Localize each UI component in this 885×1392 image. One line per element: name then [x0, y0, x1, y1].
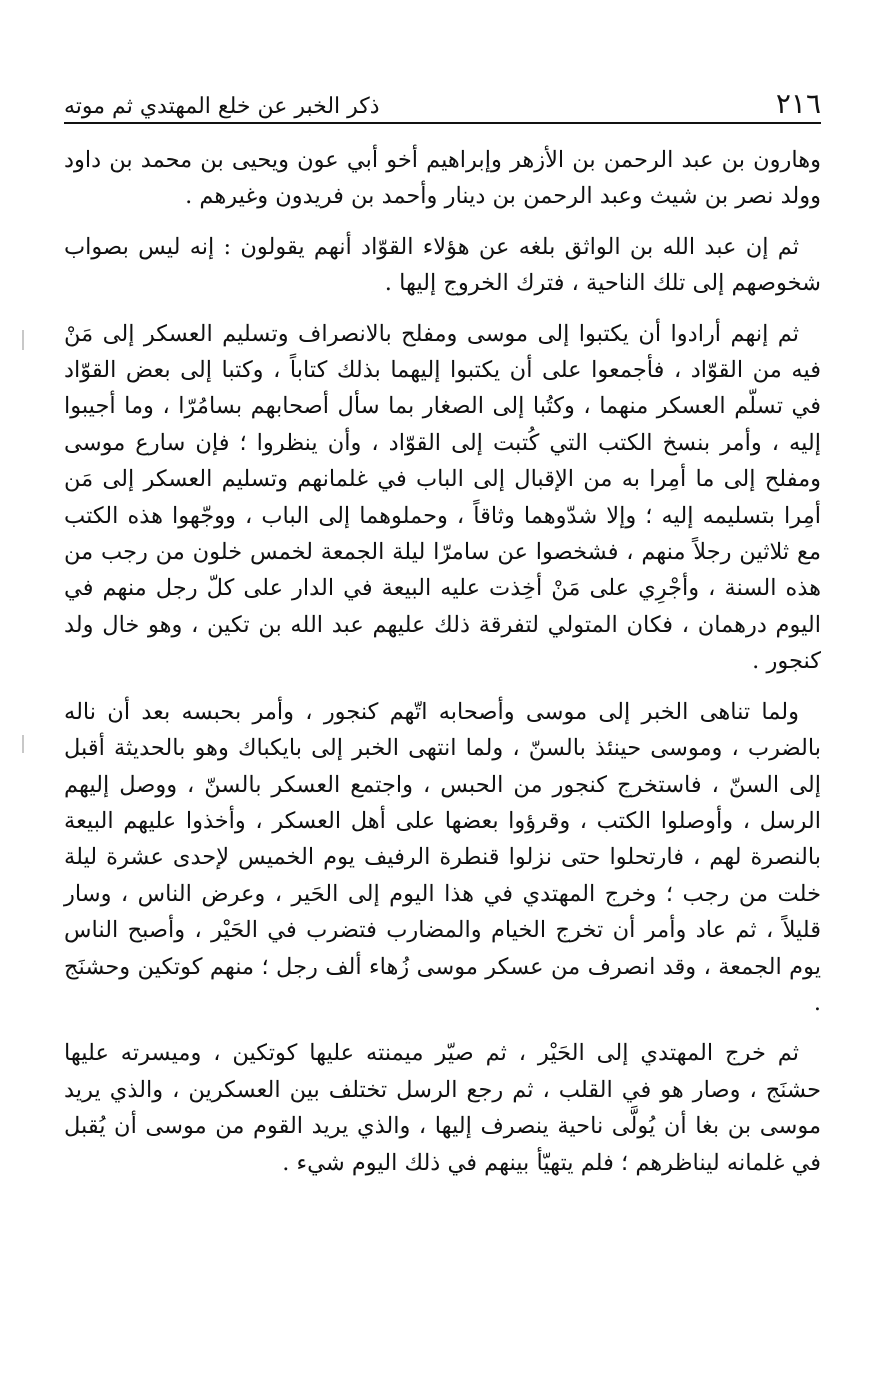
page-header — [64, 84, 821, 124]
paragraph: ولما تناهى الخبر إلى موسى وأصحابه اتّهم كنجور ، وأمر بحبسه بعد أن ناله بالضرب ، وموسى حينئذ بالسنّ ، ولما انتهى الخبر إلى بايكباك وهو بالحديثة أقبل إلى السنّ ، فاستخرج كنجور من الحبس ، واجتمع العسكر بالسنّ ، ووصل إليهم الرسل ، وأوصلوا الكتب ، وقرؤوا بعضها على أهل العسكر ، وأخذوا عليهم البيعة بالنصرة لهم ، فارتحلوا حتى نزلوا قنطرة الرفيف يوم الخميس لإحدى عشرة ليلة خلت من رجب ؛ وخرج المهتدي في هذا اليوم إلى الحَير ، وعرض الناس ، وسار قليلاً ، ثم عاد وأمر أن تخرج الخيام والمضارب فتضرب في الحَيْر ، وأصبح الناس يوم الجمعة ، وقد انصرف من عسكر موسى زُهاء ألف رجل ؛ منهم كوتكين وحشنَج . — [64, 698, 821, 1016]
paragraph: ثم إن عبد الله بن الواثق بلغه عن هؤلاء القوّاد أنهم يقولون : إنه ليس بصواب شخوصهم إلى تلك الناحية ، فترك الخروج إليها . — [64, 233, 821, 297]
paragraph: ثم خرج المهتدي إلى الحَيْر ، ثم صيّر ميمنته عليها كوتكين ، وميسرته عليها حشنَج ، وصار هو في القلب ، ثم رجع الرسل تختلف بين العسكرين ، والذي يريد موسى بن بغا أن يُولَّى ناحية ينصرف إليها ، والذي يريد القوم من موسى أن يُقبل في غلمانه ليناظرهم ؛ فلم يتهيّأ بينهم في ذلك اليوم شيء . — [64, 1040, 821, 1176]
margin-scan-line — [22, 735, 24, 753]
paragraph: ثم إنهم أرادوا أن يكتبوا إلى موسى ومفلح بالانصراف وتسليم العسكر إلى مَنْ فيه من القوّاد ، فأجمعوا على أن يكتبوا إليهما بذلك كتاباً ، وكتبا إلى بعض القوّاد في تسلّم العسكر منهما ، وكتُبا إلى الصغار بما سأل أصحابهم بسامُرّا ، وما أجيبوا إليه ، وأمر بنسخ الكتب التي كُتبت إلى القوّاد ، وأن ينظروا ؛ فإن سارع موسى ومفلح إلى ما أمِرا به من الإقبال إلى الباب في غلمانهم وتسليم العسكر إلى مَن أمِرا بتسليمه إليه ؛ وإلا شدّوهما وثاقاً ، وحملوهما إلى الباب ، ووجّهوا هذه الكتب مع ثلاثين رجلاً منهم ، فشخصوا عن سامرّا ليلة الجمعة لخمس خلون من رجب من هذه السنة ، وأجْرِي على مَنْ أخِذت عليه البيعة في الدار على كلّ رجل منهم في اليوم درهمان ، فكان المتولي لتفرقة ذلك عليهم عبد الله بن تكين ، وهو خال ولد كنجور . — [64, 320, 821, 675]
paragraph: وهارون بن عبد الرحمن بن الأزهر وإبراهيم أخو أبي عون ويحيى بن محمد بن داود وولد نصر بن شيث وعبد الرحمن بن دينار وأحمد بن فريدون وغيرهم . — [64, 147, 821, 210]
running-title: ذكر الخبر عن خلع المهتدي ثم موته — [64, 94, 380, 119]
page-number: ٢١٦ — [775, 87, 821, 120]
page-body — [64, 142, 821, 1195]
margin-scan-line — [22, 330, 24, 350]
